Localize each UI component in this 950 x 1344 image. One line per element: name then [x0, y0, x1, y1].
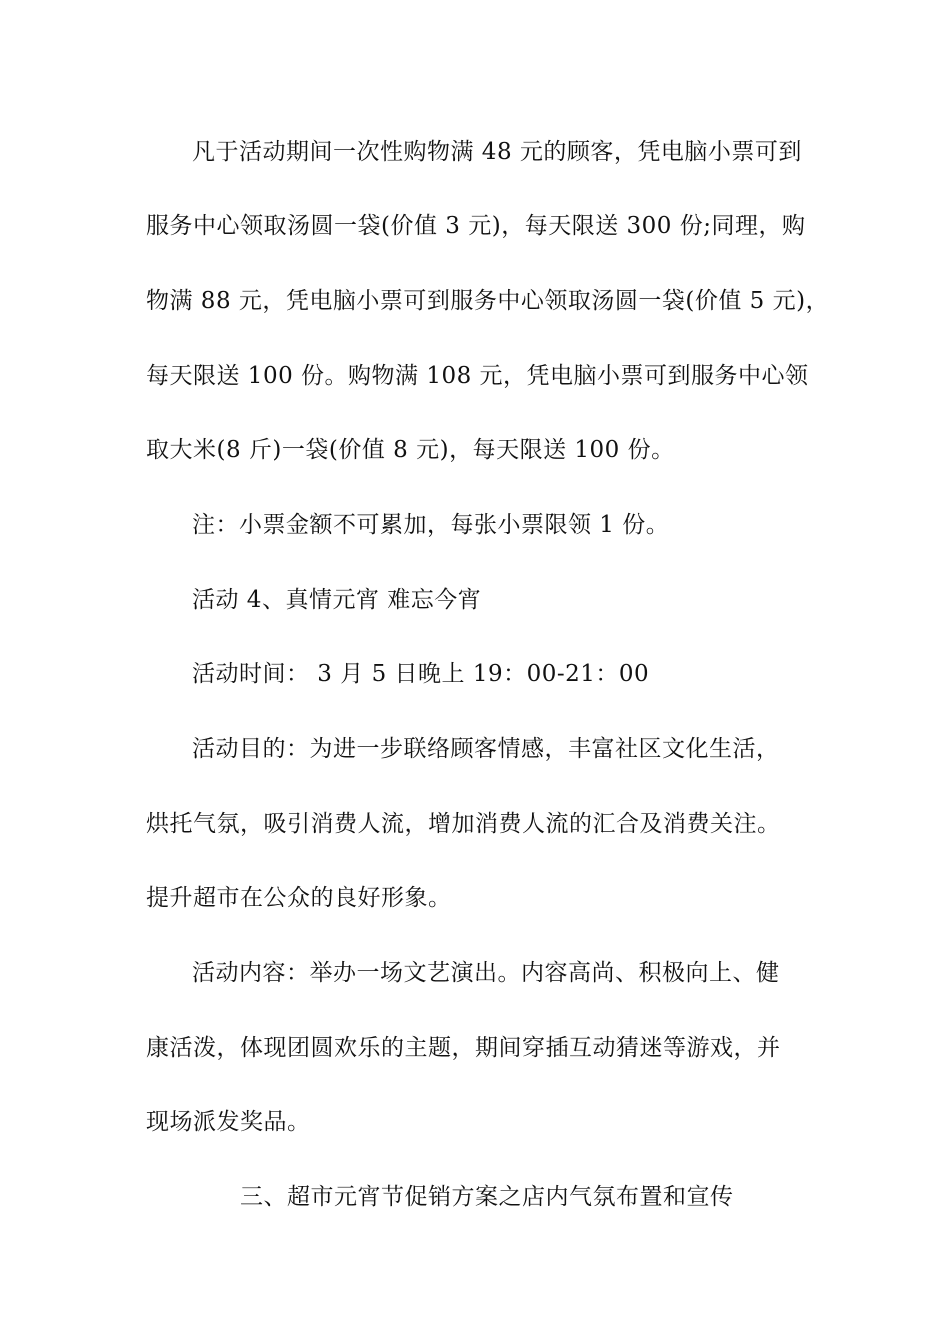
paragraph-line: 提升超市在公众的良好形象。	[146, 885, 452, 911]
note-line: 注：小票金额不可累加，每张小票限领 1 份。	[192, 512, 670, 538]
paragraph-line: 取大米(8 斤)一袋(价值 8 元)，每天限送 100 份。	[146, 437, 675, 463]
paragraph-line: 凡于活动期间一次性购物满 48 元的顾客，凭电脑小票可到	[192, 139, 802, 165]
paragraph-line: 物满 88 元，凭电脑小票可到服务中心领取汤圆一袋(价值 5 元)，	[146, 288, 830, 314]
paragraph-line: 活动内容：举办一场文艺演出。内容高尚、积极向上、健	[192, 960, 780, 986]
section-heading: 三、超市元宵节促销方案之店内气氛布置和宣传	[240, 1184, 734, 1210]
paragraph-line: 康活泼，体现团圆欢乐的主题，期间穿插互动猜迷等游戏，并	[146, 1035, 781, 1061]
paragraph-line: 服务中心领取汤圆一袋(价值 3 元)，每天限送 300 份;同理，购	[146, 213, 806, 239]
paragraph-line: 活动目的：为进一步联络顾客情感，丰富社区文化生活，	[192, 736, 780, 762]
paragraph-line: 现场派发奖品。	[146, 1109, 311, 1135]
paragraph-line: 每天限送 100 份。购物满 108 元，凭电脑小票可到服务中心领	[146, 363, 809, 389]
activity-time: 活动时间： 3 月 5 日晚上 19：00-21：00	[192, 661, 650, 687]
activity-title: 活动 4、真情元宵 难忘今宵	[192, 587, 482, 613]
paragraph-line: 烘托气氛，吸引消费人流，增加消费人流的汇合及消费关注。	[146, 811, 781, 837]
